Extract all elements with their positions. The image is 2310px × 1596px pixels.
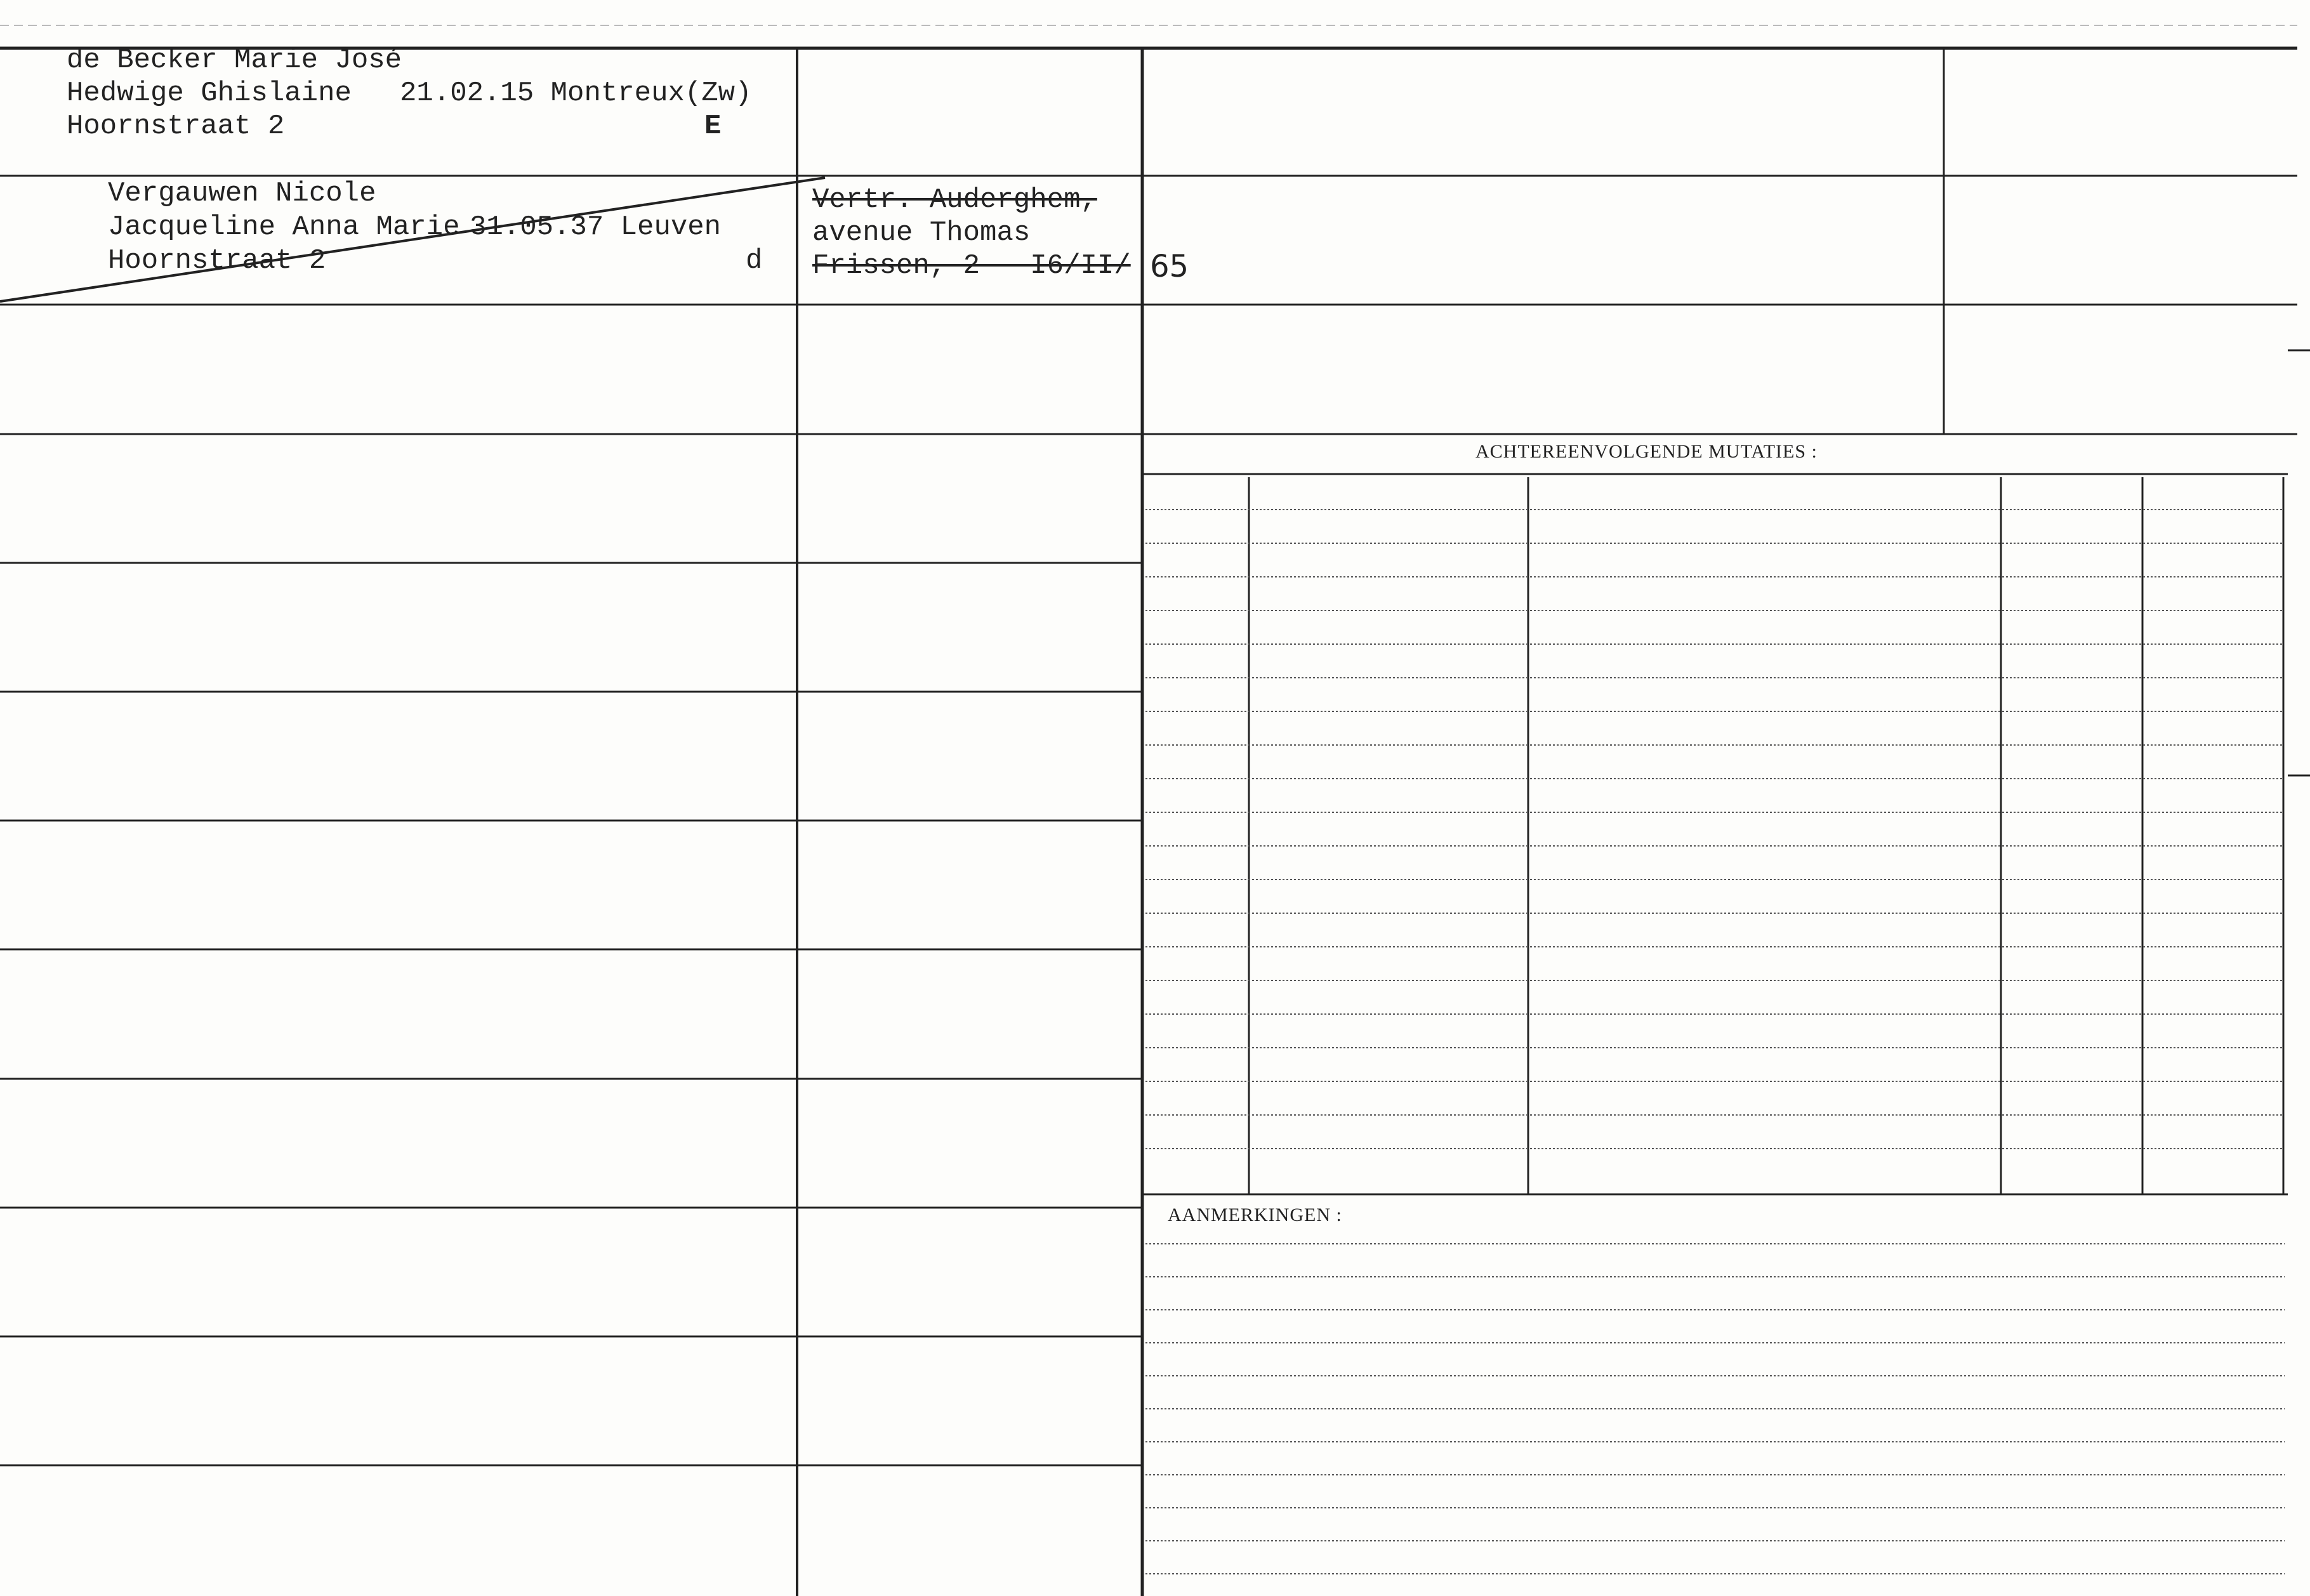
note-line-1: Vertr. Auderghem, (812, 184, 1097, 216)
entry-2-mark: d (746, 245, 763, 277)
entry-1-name: de Becker Marie José (67, 44, 402, 76)
entry-1-birth: 21.02.15 Montreux(Zw) (400, 77, 752, 109)
entry-1-given-names: Hedwige Ghislaine (67, 77, 352, 109)
mutations-heading: ACHTEREENVOLGENDE MUTATIES : (1475, 441, 1818, 462)
note-year: 65 (1150, 249, 1189, 284)
entry-1-address: Hoornstraat 2 (67, 110, 285, 142)
note-line-3: Frissen, 2 - I6/II/ (812, 250, 1131, 282)
entry-2-address: Hoornstraat 2 (108, 245, 326, 277)
entry-2-given-names: Jacqueline Anna Marie (108, 211, 460, 243)
entry-2-birth: 31.05.37 Leuven (470, 211, 722, 243)
entry-2-name: Vergauwen Nicole (108, 178, 376, 209)
remarks-heading: AANMERKINGEN : (1168, 1204, 1342, 1225)
note-line-2: avenue Thomas (812, 217, 1031, 249)
entry-1-mark: E (704, 110, 722, 142)
